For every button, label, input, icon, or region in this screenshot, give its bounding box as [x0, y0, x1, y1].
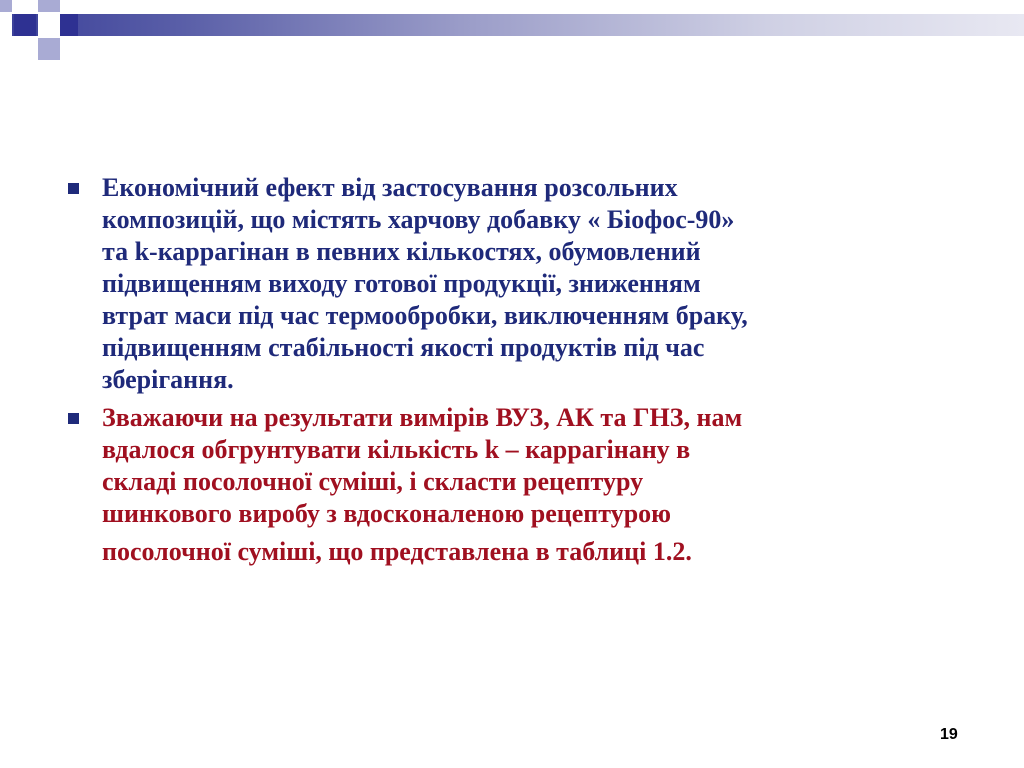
- corner-square-decoration: [14, 38, 36, 60]
- bullet-text-line: шинкового виробу з вдосконаленою рецептурою: [102, 499, 672, 528]
- bullet-text-line: зберігання.: [102, 365, 234, 394]
- corner-square-decoration: [38, 38, 60, 60]
- corner-square-decoration: [60, 14, 78, 36]
- corner-square-decoration: [14, 0, 36, 12]
- bullet-text-line: Зважаючи на результати вимірів ВУЗ, АК та ГНЗ, нам: [102, 403, 743, 432]
- bullet-text-line: та k-каррагінан в певних кількостях, обумовлений: [102, 237, 701, 266]
- corner-square-decoration: [14, 14, 36, 36]
- bullet-text-line: Економічний ефект від застосування розсольних: [102, 173, 678, 202]
- bullet-text-line: складі посолочної суміші, і скласти рецептуру: [102, 467, 644, 496]
- bullet-measurement-results: [64, 402, 964, 568]
- bullet-text-line: посолочної суміші, що представлена в таблиці 1.2.: [102, 537, 692, 566]
- square-bullet-icon: [68, 183, 79, 194]
- page-number: 19: [940, 726, 958, 743]
- corner-square-decoration: [0, 0, 12, 12]
- bullet-text-line: підвищенням стабільності якості продуктів під час: [102, 333, 705, 362]
- bullet-text-line: втрат маси під час термообробки, виключенням браку,: [102, 301, 748, 330]
- slide-body: [64, 172, 964, 568]
- bullet-text-line: вдалося обгрунтувати кількість k – каррагінану в: [102, 435, 691, 464]
- bullet-text-line: підвищенням виходу готової продукції, зниженням: [102, 269, 701, 298]
- header-gradient-bar: [0, 14, 1024, 36]
- square-bullet-icon: [68, 413, 79, 424]
- bullet-economic-effect: [64, 172, 964, 396]
- corner-square-decoration: [0, 14, 12, 36]
- corner-square-decoration: [38, 0, 60, 12]
- corner-square-decoration: [38, 14, 60, 36]
- bullet-text-line: композицій, що містять харчову добавку « Біофос-90»: [102, 205, 735, 234]
